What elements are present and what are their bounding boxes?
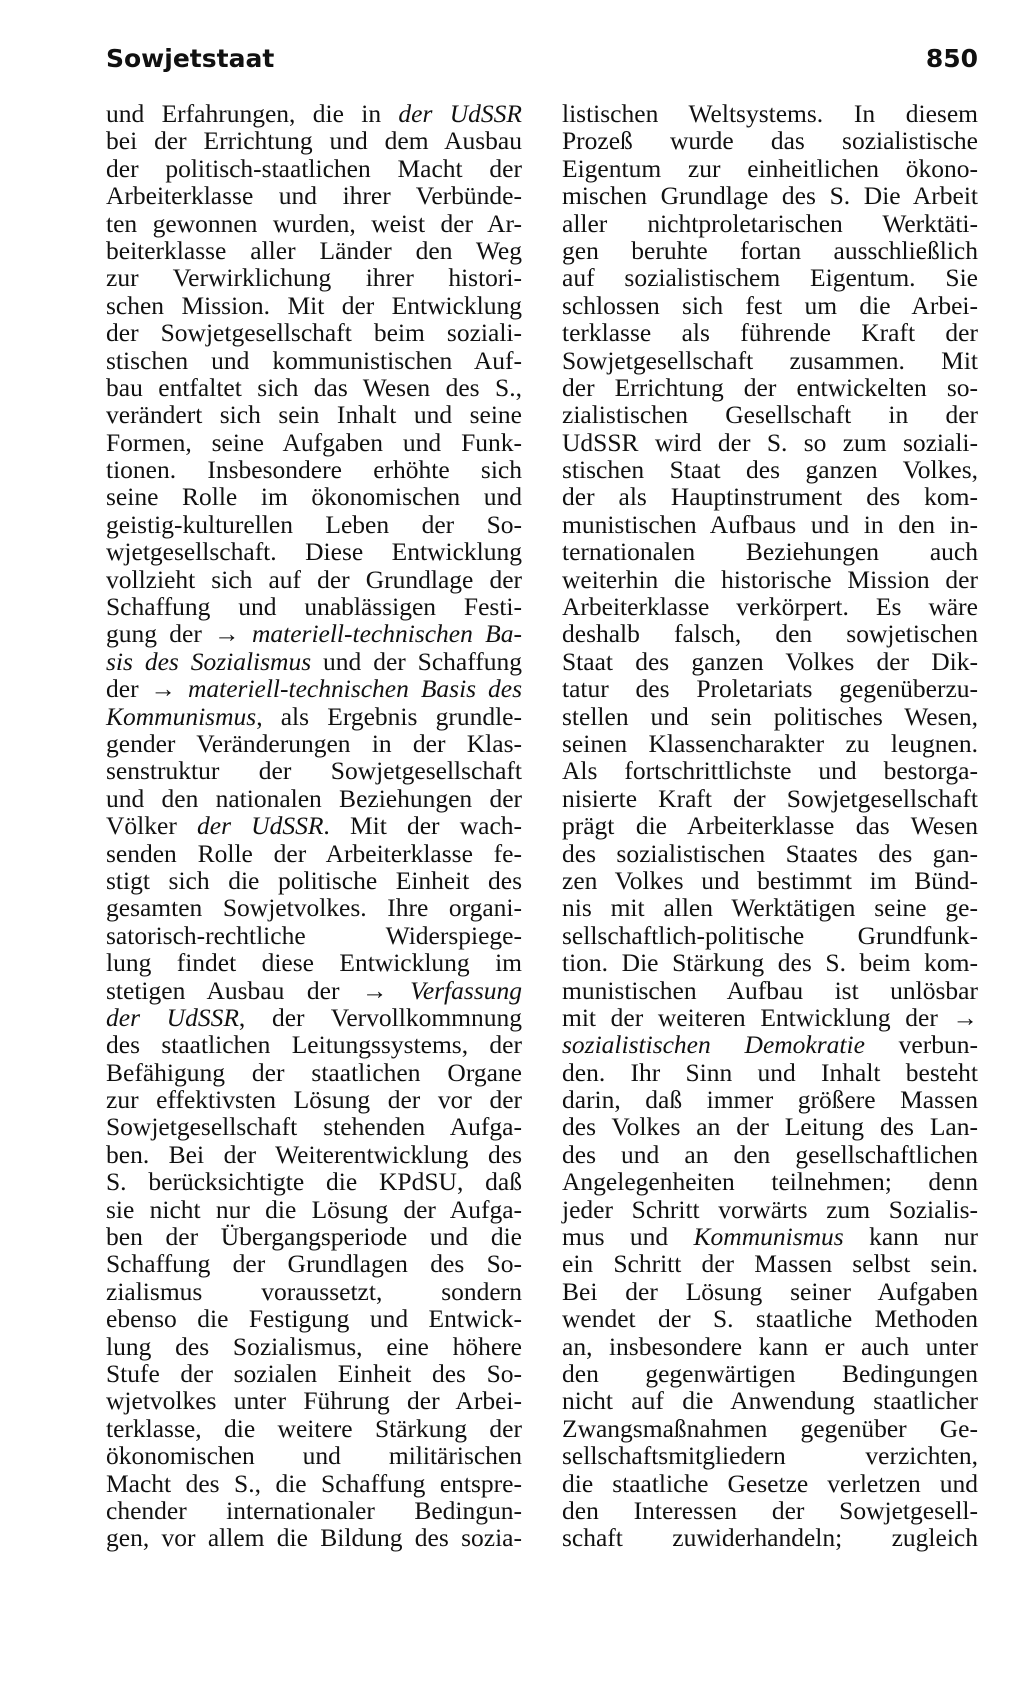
text-line: Arbeiterklasse und ihrer Verbünde- xyxy=(106,181,522,211)
text-line: gesamten Sowjetvolkes. Ihre organi- xyxy=(106,893,522,923)
text-line: Sowjetgesellschaft zusammen. Mit xyxy=(562,345,978,375)
text-line: stetigen Ausbau der → Verfassung xyxy=(106,975,522,1005)
text-line: senden Rolle der Arbeiterklasse fe- xyxy=(106,838,522,868)
text-line: ternationalen Beziehungen auch xyxy=(562,537,978,567)
text-line: gung der → materiell-technischen Ba- xyxy=(106,619,522,649)
cross-reference-term: materiell-technischen Basis des xyxy=(187,674,523,704)
text-line: ben. Bei der Weiterentwicklung des xyxy=(106,1139,522,1169)
text-line: der als Hauptinstrument des kom- xyxy=(562,482,978,512)
cross-reference-term: der UdSSR xyxy=(197,811,324,841)
text-line: an, insbesondere kann er auch unter xyxy=(562,1331,978,1361)
text-line: Staat des ganzen Volkes der Dik- xyxy=(562,646,978,676)
text-line: prägt die Arbeiterklasse das Wesen xyxy=(562,811,978,841)
text-line: verändert sich sein Inhalt und seine xyxy=(106,400,522,430)
cross-reference-term: sozialistischen Demokratie xyxy=(562,1030,865,1060)
text-line: vollzieht sich auf der Grundlage der xyxy=(106,564,522,594)
cross-reference-term: Kommunismus xyxy=(106,701,257,731)
text-line: munistischen Aufbaus und in den in- xyxy=(562,509,978,539)
text-line: der politisch-staatlichen Macht der xyxy=(106,153,522,183)
text-line: Formen, seine Aufgaben und Funk- xyxy=(106,427,522,457)
text-line: gen beruhte fortan ausschließlich xyxy=(562,235,978,265)
right-text-column xyxy=(562,100,978,1552)
text-line: und den nationalen Beziehungen der xyxy=(106,783,522,813)
left-text-column xyxy=(106,100,522,1552)
cross-reference-term: Kommunismus xyxy=(693,1222,844,1252)
text-line: des Volkes an der Leitung des Lan- xyxy=(562,1112,978,1142)
text-line: auf sozialistischem Eigentum. Sie xyxy=(562,263,978,293)
cross-reference-term: Verfassung xyxy=(410,975,522,1005)
text-line: aller nichtproletarischen Werktäti- xyxy=(562,208,978,238)
text-line: listischen Weltsystems. In diesem xyxy=(562,99,978,128)
text-line: geistig-kulturellen Leben der So- xyxy=(106,509,522,539)
text-line: beiterklasse aller Länder den Weg xyxy=(106,235,522,265)
text-line: bei der Errichtung und dem Ausbau xyxy=(106,126,522,156)
text-line: stigt sich die politische Einheit des xyxy=(106,865,522,895)
text-line: mit der weiteren Entwicklung der → xyxy=(562,1002,978,1032)
text-line: chender internationaler Bedingun- xyxy=(106,1495,522,1525)
text-line: ebenso die Festigung und Entwick- xyxy=(106,1304,522,1334)
text-line: jeder Schritt vorwärts zum Sozialis- xyxy=(562,1194,978,1224)
text-line: Befähigung der staatlichen Organe xyxy=(106,1057,522,1087)
text-line: munistischen Aufbau ist unlösbar xyxy=(562,975,978,1005)
text-line: stischen Staat des ganzen Volkes, xyxy=(562,455,978,485)
page-number: 850 xyxy=(925,44,978,73)
text-line: nis mit allen Werktätigen seine ge- xyxy=(562,893,978,923)
text-line: gen, vor allem die Bildung des sozia- xyxy=(106,1523,522,1553)
text-line: ben der Übergangsperiode und die xyxy=(106,1222,522,1252)
text-line: tatur des Proletariats gegenüberzu- xyxy=(562,674,978,704)
text-line: sis des Sozialismus und der Schaffung xyxy=(106,646,522,676)
text-line: Bei der Lösung seiner Aufgaben xyxy=(562,1276,978,1306)
text-line: und Erfahrungen, die in der UdSSR xyxy=(106,99,522,128)
cross-reference-term: der UdSSR xyxy=(106,1002,239,1032)
text-line: gender Veränderungen in der Klas- xyxy=(106,728,522,758)
text-line: bau entfaltet sich das Wesen des S., xyxy=(106,372,522,402)
text-line: Zwangsmaßnahmen gegenüber Ge- xyxy=(562,1413,978,1443)
text-line: Kommunismus, als Ergebnis grundle- xyxy=(106,701,522,731)
text-line: Schaffung und unablässigen Festi- xyxy=(106,592,522,622)
text-line: mischen Grundlage des S. Die Arbeit xyxy=(562,181,978,211)
text-line: stellen und sein politisches Wesen, xyxy=(562,701,978,731)
text-line: tion. Die Stärkung des S. beim kom- xyxy=(562,948,978,978)
text-line: der UdSSR, der Vervollkommnung xyxy=(106,1002,522,1032)
text-line: sozialistischen Demokratie verbun- xyxy=(562,1030,978,1060)
text-line: schlossen sich fest um die Arbei- xyxy=(562,290,978,320)
text-line: zur effektivsten Lösung der vor der xyxy=(106,1085,522,1115)
text-line: ein Schritt der Massen selbst sein. xyxy=(562,1249,978,1279)
text-line: S. berücksichtigte die KPdSU, daß xyxy=(106,1167,522,1197)
text-line: wendet der S. staatliche Methoden xyxy=(562,1304,978,1334)
cross-reference-term: sis des Sozialismus xyxy=(106,646,312,676)
text-line: UdSSR wird der S. so zum soziali- xyxy=(562,427,978,457)
text-line: Prozeß wurde das sozialistische xyxy=(562,126,978,156)
text-line: die staatliche Gesetze verletzen und xyxy=(562,1468,978,1498)
text-line: Schaffung der Grundlagen des So- xyxy=(106,1249,522,1279)
text-line: nisierte Kraft der Sowjetgesellschaft xyxy=(562,783,978,813)
text-line: ökonomischen und militärischen xyxy=(106,1441,522,1471)
text-line: Angelegenheiten teilnehmen; denn xyxy=(562,1167,978,1197)
text-line: wjetgesellschaft. Diese Entwicklung xyxy=(106,537,522,567)
text-line: Macht des S., die Schaffung entspre- xyxy=(106,1468,522,1498)
text-line: des sozialistischen Staates des gan- xyxy=(562,838,978,868)
text-line: terklasse, die weitere Stärkung der xyxy=(106,1413,522,1443)
text-line: den gegenwärtigen Bedingungen xyxy=(562,1358,978,1388)
text-line: Arbeiterklasse verkörpert. Es wäre xyxy=(562,592,978,622)
text-line: Stufe der sozialen Einheit des So- xyxy=(106,1358,522,1388)
text-line: stischen und kommunistischen Auf- xyxy=(106,345,522,375)
cross-reference-term: der UdSSR xyxy=(398,99,522,128)
text-line: den Interessen der Sowjetgesell- xyxy=(562,1495,978,1525)
text-line: zen Volkes und bestimmt im Bünd- xyxy=(562,865,978,895)
page-header xyxy=(106,44,978,84)
text-line: mus und Kommunismus kann nur xyxy=(562,1222,979,1252)
text-line: lung findet diese Entwicklung im xyxy=(106,948,522,978)
text-line: Als fortschrittlichste und bestorga- xyxy=(562,756,978,786)
text-line: sie nicht nur die Lösung der Aufga- xyxy=(106,1194,522,1224)
text-line: Sowjetgesellschaft stehenden Aufga- xyxy=(106,1112,522,1142)
text-line: nicht auf die Anwendung staatlicher xyxy=(562,1386,978,1416)
text-line: zialistischen Gesellschaft in der xyxy=(562,400,978,430)
text-line: der Errichtung der entwickelten so- xyxy=(562,372,978,402)
text-line: seine Rolle im ökonomischen und xyxy=(106,482,522,512)
text-line: zialismus voraussetzt, sondern xyxy=(106,1276,522,1306)
text-line: deshalb falsch, den sowjetischen xyxy=(562,619,978,649)
text-line: weiterhin die historische Mission der xyxy=(562,564,978,594)
text-line: schen Mission. Mit der Entwicklung xyxy=(106,290,522,320)
text-line: sellschaftsmitgliedern verzichten, xyxy=(562,1441,978,1471)
text-line: tionen. Insbesondere erhöhte sich xyxy=(106,455,522,485)
text-line: terklasse als führende Kraft der xyxy=(562,318,978,348)
text-line: zur Verwirklichung ihrer histori- xyxy=(106,263,522,293)
text-line: senstruktur der Sowjetgesellschaft xyxy=(106,756,522,786)
text-line: der Sowjetgesellschaft beim soziali- xyxy=(106,318,522,348)
text-line: darin, daß immer größere Massen xyxy=(562,1085,978,1115)
text-line: seinen Klassencharakter zu leugnen. xyxy=(562,728,978,758)
text-line: Völker der UdSSR. Mit der wach- xyxy=(106,811,523,841)
text-line: lung des Sozialismus, eine höhere xyxy=(106,1331,522,1361)
text-line: den. Ihr Sinn und Inhalt besteht xyxy=(562,1057,978,1087)
text-line: satorisch-rechtliche Widerspiege- xyxy=(106,920,522,950)
text-line: des staatlichen Leitungssystems, der xyxy=(106,1030,522,1060)
cross-reference-term: materiell-technischen Ba- xyxy=(251,619,522,649)
text-line: ten gewonnen wurden, weist der Ar- xyxy=(106,208,522,238)
page-title: Sowjetstaat xyxy=(106,44,275,73)
text-line: der → materiell-technischen Basis des xyxy=(106,674,523,704)
text-line: Eigentum zur einheitlichen ökono- xyxy=(562,153,978,183)
text-line: wjetvolkes unter Führung der Arbei- xyxy=(106,1386,522,1416)
text-line: sellschaftlich-politische Grundfunk- xyxy=(562,920,978,950)
text-line: schaft zuwiderhandeln; zugleich xyxy=(562,1523,978,1553)
text-line: des und an den gesellschaftlichen xyxy=(562,1139,978,1169)
